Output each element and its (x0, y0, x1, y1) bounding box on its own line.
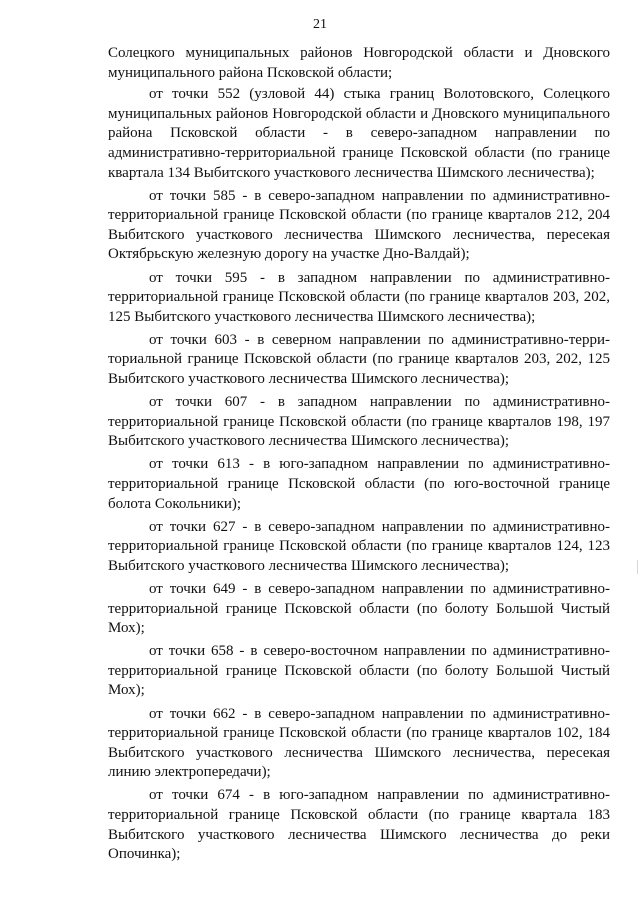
paragraph-point-603: от точки 603 - в северном направлении по административно-территориальной границе Псковской области (по границе кварталов 203, 202, 125 Выбитского участкового лесничества Шимского лесничества); (108, 331, 610, 387)
paragraph-continued: Солецкого муниципальных районов Новгородской области и Дновского муниципального района Псковской области; (108, 45, 610, 81)
scan-edge-mark (637, 560, 638, 574)
paragraph-point-595: от точки 595 - в западном направлении по административно-территориальной границе Псковской области (по границе кварталов 203, 202, 125 Выбитского участкового лесничества Шимского лесничества); (108, 269, 610, 325)
paragraph-point-662: от точки 662 - в северо-западном направлении по административно-территориальной границе Псковской области (по границе кварталов 102, 184 Выбитского участкового лесничества Шимского лесничества, пересекая линию электропередачи); (108, 705, 610, 781)
paragraph-point-613: от точки 613 - в юго-западном направлении по административно-территориальной границе Псковской области (по юго-восточной границе болота Сокольники); (108, 456, 610, 512)
paragraph-point-649: от точки 649 - в северо-западном направлении по административно-территориальной границе Псковской области (по болоту Большой Чистый Мох); (108, 580, 610, 637)
paragraph-point-674: от точки 674 - в юго-западном направлении по административно-территориальной границе Псковской области (по границе квартала 183 Выбитского участкового лесничества Шимского лесничества до реки Опочинка); (108, 787, 610, 863)
paragraph-point-585: от точки 585 - в северо-западном направлении по административно-территориальной границе Псковской области (по границе кварталов 212, 204 Выбитского участкового лесничества Шимского лесничества, пересекая Октябрьскую железную дорогу на участке Дно-Валдай); (108, 187, 610, 263)
paragraph-point-658: от точки 658 - в северо-восточном направлении по административно-территориальной границе Псковской области (по болоту Большой Чистый Мох); (108, 643, 610, 699)
paragraph-point-607: от точки 607 - в западном направлении по административно-территориальной границе Псковской области (по границе кварталов 198, 197 Выбитского участкового лесничества Шимского лесничества); (108, 394, 610, 450)
paragraph-point-627: от точки 627 - в северо-западном направлении по административно-территориальной границе Псковской области (по границе кварталов 124, 123 Выбитского участкового лесничества Шимского лесничества); (108, 518, 610, 574)
document-body (108, 44, 610, 865)
paragraph-point-552: от точки 552 (узловой 44) стыка границ Волотовского, Солецкого муниципальных районов Новгородской области и Дновского муниципального района Псковской области - в северо-западном направлении по административно-территориальной границе Псковской области (по границе квартала 134 Выбитского участкового лесничества Шимского лесничества); (108, 86, 610, 181)
page-number: 21 (313, 17, 327, 32)
